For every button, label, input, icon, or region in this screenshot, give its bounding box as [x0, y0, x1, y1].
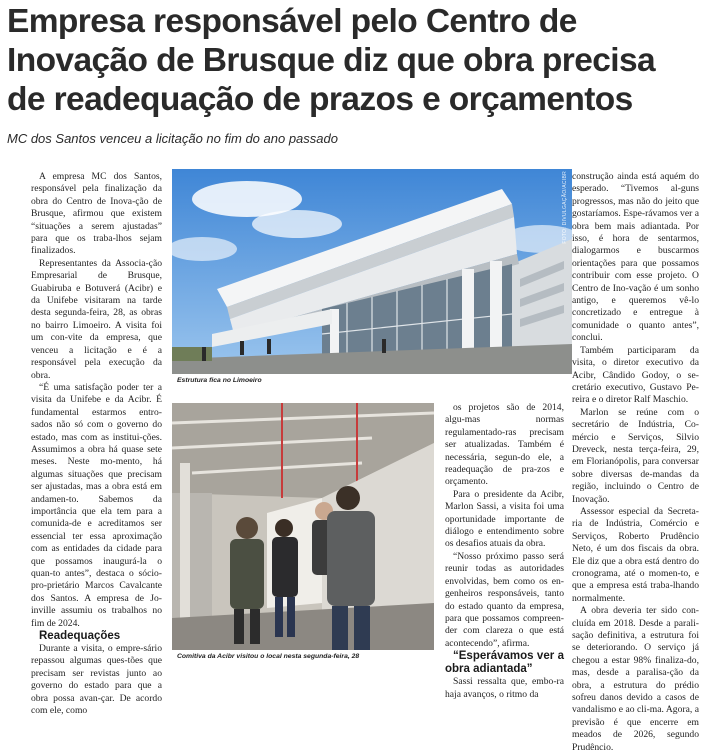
headline-line-2: Inovação de Brusque diz que obra precisa — [7, 42, 656, 79]
interior-photo — [172, 403, 434, 650]
text-column-3 — [572, 171, 699, 754]
headline-line-3: de readequação de prazos e orçamentos — [7, 81, 633, 118]
paragraph: Marlon se reúne com o secretário de Indústria, Co-mércio e Serviços, Silvio Dreveck, nesta terça-feira, 29, em Florianópolis, para conversar sobre diversas de-mandas da região, incluindo o Centro de Inovação. — [572, 406, 699, 505]
building-photo-illustration — [172, 169, 572, 374]
main-photo-caption: Estrutura fica no Limoeiro — [177, 377, 262, 384]
paragraph: A obra deveria ter sido con-cluída em 2018. Desde a parali-sação definitiva, a estrutura foi se deteriorando. O serviço já chegou a estar 98% finaliza-do, mas, desde a paralisa-ção da obra, a estrutura do prédio sofreu danos devido a casos de vandalismo e ao cli-ma. Agora, a previsão é que encerre em meados de 2026, segundo Prudêncio. — [572, 605, 699, 753]
section-subtitle-readequacoes: Readequações — [39, 630, 121, 643]
article-headline — [7, 2, 719, 119]
photo-credit: FOTO: DIVULGAÇÃO/ACIBR — [562, 171, 568, 244]
headline-line-1: Empresa responsável pelo Centro de — [7, 3, 577, 40]
secondary-photo-caption: Comitiva da Acibr visitou o local nesta segunda-feira, 28 — [177, 653, 360, 660]
paragraph: Assessor especial da Secreta-ria de Indústria, Comércio e Serviços, Roberto Prudêncio Neto, é um dos fiscais da obra. Ele diz que a obra está dentro do cronograma, até o momen-to, e que a empresa está traba-lhando normalmente. — [572, 505, 699, 604]
paragraph: A empresa MC dos Santos, responsável pela finalização da obra do Centro de Inova-ção de Brusque, afirmou que existem “situações a serem ajustadas” para que os traba-lhos sejam finalizados. — [31, 171, 162, 257]
paragraph: “Nosso próximo passo será reunir todas as autoridades envolvidas, bem como os en-genheiros responsáveis, tanto do estado quanto da empresa, para que possamos compreen-der com clareza o que está acontecendo”, afirma. — [445, 550, 564, 649]
paragraph: Sassi ressalta que, embo-ra haja avanços, o ritmo da — [445, 676, 564, 700]
section-subtitle-quote: “Esperávamos ver a obra adiantada” — [445, 650, 564, 676]
paragraph: Durante a visita, o empre-sário repassou algumas ques-tões que precisam ser revistas junto ao governo do estado para que a obra possa avan-çar. De acordo com ele, como — [31, 643, 162, 717]
text-column-2 — [445, 402, 564, 701]
article-subheadline: MC dos Santos venceu a licitação no fim do ano passado — [7, 131, 338, 146]
paragraph: Para o presidente da Acibr, Marlon Sassi, a visita foi uma oportunidade importante de diálogo e entendimento sobre os desafios atuais da obra. — [445, 488, 564, 550]
paragraph: os projetos são de 2014, algu-mas normas regulamentado-ras precisam ser atualizadas. Também é necessária, segun-do ele, a readequação de pra-zos e orçamento. — [445, 402, 564, 488]
interior-photo-illustration — [172, 403, 434, 650]
paragraph: construção ainda está aquém do esperado. “Tivemos al-guns progressos, mas não do jeito que gostaríamos. Espe-rávamos ver a obra bem mais adiantada. Por isso, é hora de sentarmos, dialogarmos e buscarmos orientações para que possamos contribuir com esse projeto. O Centro de Ino-vação é um sonho antigo, e queremos vê-lo concretizado e entregue à comunidade o quanto antes”, conclui. — [572, 171, 699, 344]
text-column-1 — [31, 171, 162, 717]
paragraph: “É uma satisfação poder ter a visita da Unifebe e da Acibr. É fundamental estarmos entro-sados não só com o governo do estado, mas com as institui-ções. Assumimos a obra há quase sete meses. Neste mo-mento, há algumas situações que precisam ser ajustadas, mas a obra está em andamen-to. Sabemos da importância que ela tem para a comunida-de e acreditamos ser essencial ter essa aproximação com as entidades da cidade para que possamos inaugurá-la o quan-to antes”, destaca o sócio-pro-prietário Marcos Cavalcante dos Santos. A empresa de Jo-inville assumiu os trabalhos no fim de 2024. — [31, 381, 162, 629]
paragraph: Também participaram da visita, o diretor executivo da Acibr, Cândido Godoy, o se-cretário executivo, Gustavo Pe-reira e o diretor Ralf Maschio. — [572, 344, 699, 406]
building-photo — [172, 169, 572, 374]
paragraph: Representantes da Associa-ção Empresarial de Brusque, Guabiruba e Botuverá (Acibr) e da Unifebe visitaram na tarde desta segunda-feira, 28, as obras no bairro Limoeiro. A visita foi um con-vite da empresa, que venceu a licitação e é a responsável pela execução da obra. — [31, 257, 162, 381]
